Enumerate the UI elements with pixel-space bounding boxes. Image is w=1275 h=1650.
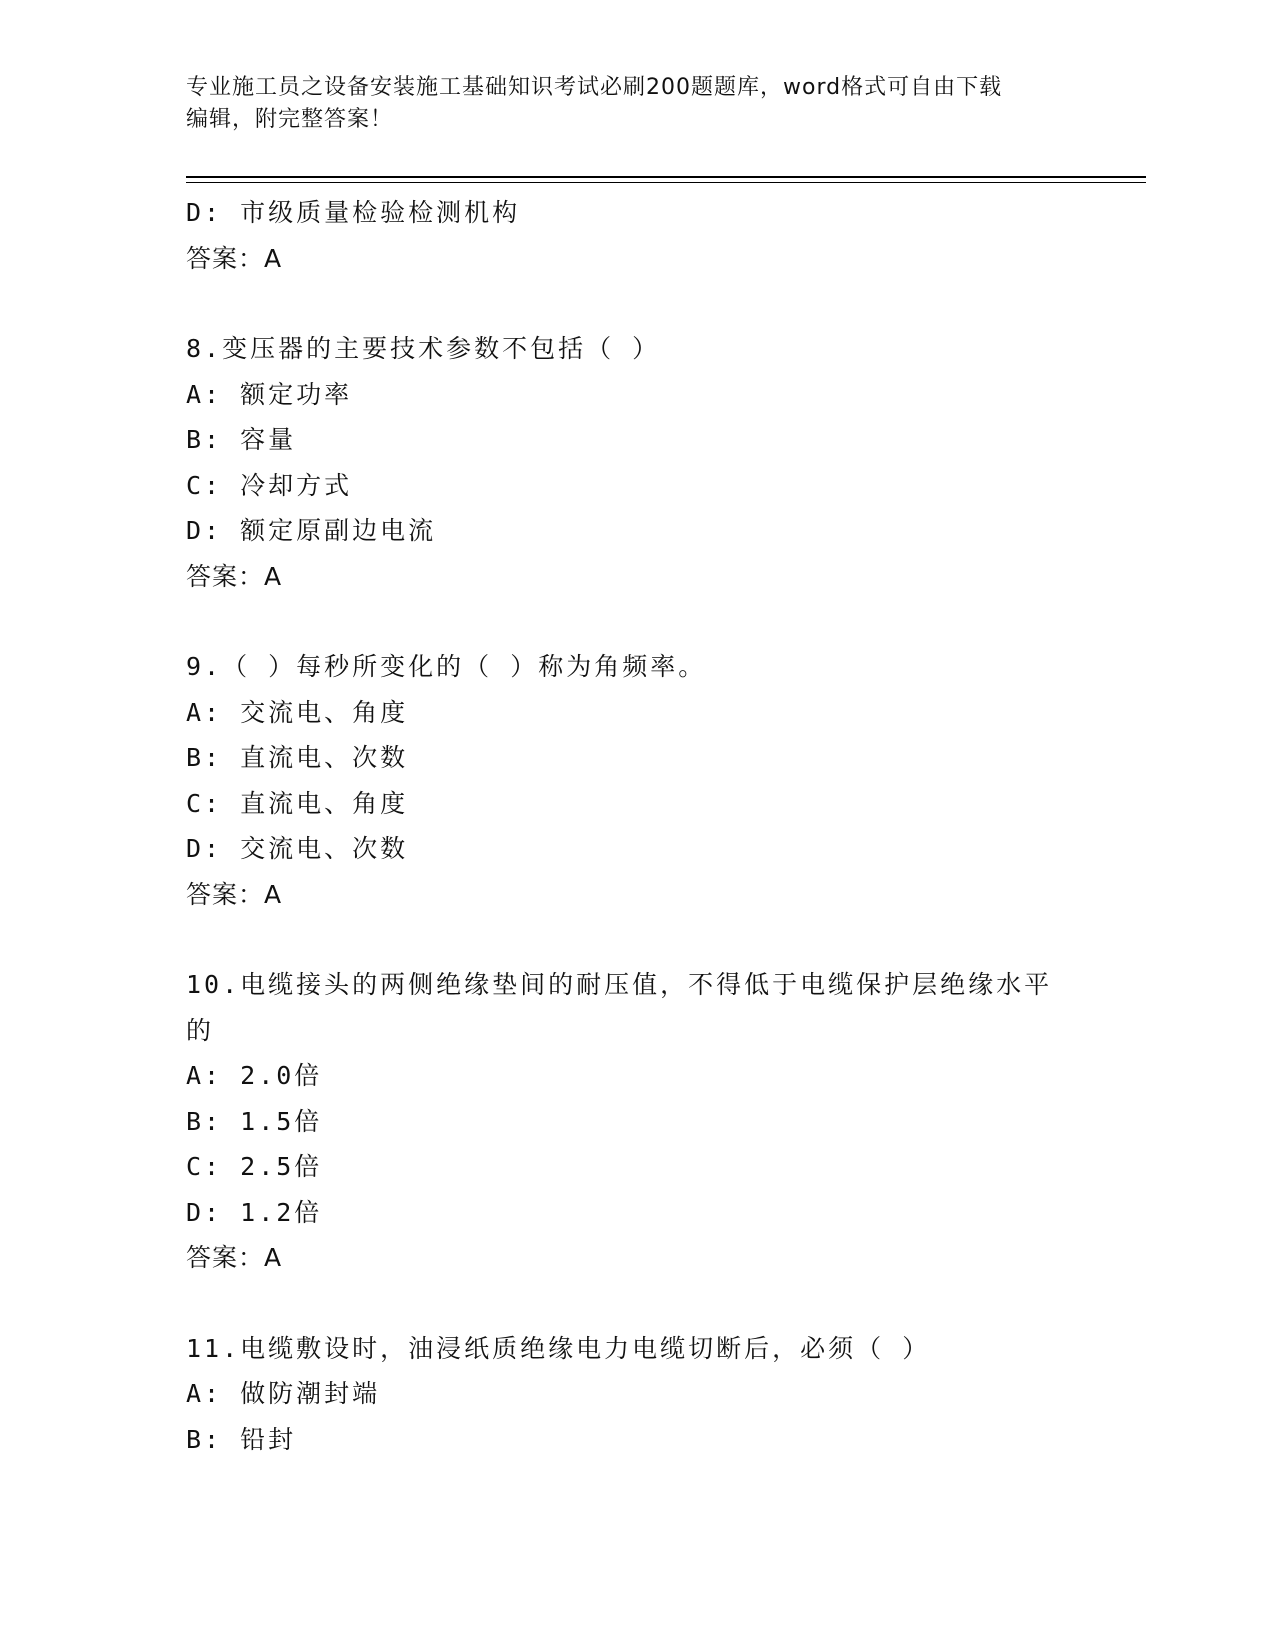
option-c: C: 直流电、角度 [186,788,409,818]
option-b: B: 铅封 [186,1424,297,1454]
header-divider-thin [186,182,1146,183]
answer-line: 答案：A [186,243,283,273]
option-d: D: 额定原副边电流 [186,516,437,545]
option-d: D: 市级质量检验检测机构 [186,198,521,227]
question-title-line1: 10.电缆接头的两侧绝缘垫间的耐压值，不得低于电缆保护层绝缘水平 [186,970,1053,999]
option-c: C: 冷却方式 [186,470,353,500]
option-a: A: 2.0倍 [186,1061,323,1090]
question-block-8 [186,326,1076,599]
question-title: 8.变压器的主要技术参数不包括（ ） [186,334,661,363]
question-title-line2: 的 [186,1015,215,1045]
answer-line: 答案：A [186,879,283,909]
option-b: B: 1.5倍 [186,1106,323,1136]
question-title: 9.（ ）每秒所变化的（ ）称为角频率。 [186,652,707,681]
option-a: A: 额定功率 [186,379,353,409]
question-block-9 [186,644,1076,917]
header-divider-thick [186,176,1146,178]
question-list [186,190,1076,1462]
question-block-11 [186,1326,1076,1463]
option-d: D: 交流电、次数 [186,834,409,863]
header-title-line1: 专业施工员之设备安装施工基础知识考试必刷200题题库，word格式可自由下载 [186,75,1003,100]
question-block-10 [186,962,1076,1281]
answer-line: 答案：A [186,561,283,591]
header-title-line2: 编辑，附完整答案！ [186,107,394,132]
option-c: C: 2.5倍 [186,1152,323,1181]
question-title: 11.电缆敷设时，油浸纸质绝缘电力电缆切断后，必须（ ） [186,1333,931,1363]
answer-line: 答案：A [186,1243,283,1272]
option-a: A: 做防潮封端 [186,1379,381,1408]
option-a: A: 交流电、角度 [186,697,409,727]
document-header [186,72,1066,136]
option-b: B: 容量 [186,425,297,454]
option-b: B: 直流电、次数 [186,743,409,772]
question-block-7-tail [186,190,1076,281]
option-d: D: 1.2倍 [186,1197,323,1227]
